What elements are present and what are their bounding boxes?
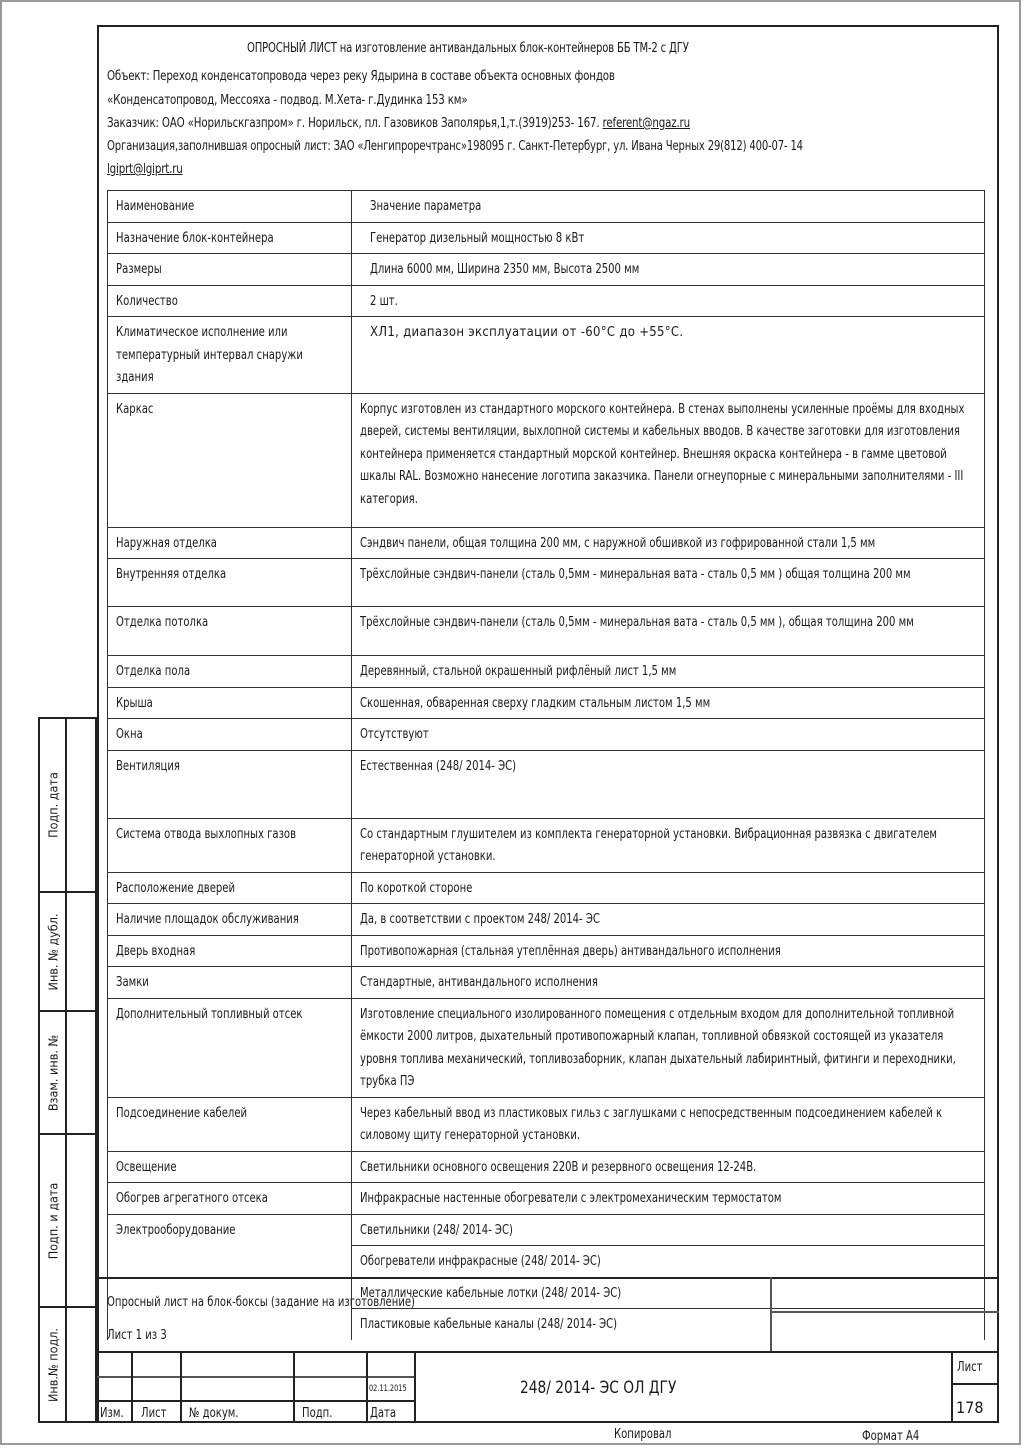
- table-row: [108, 559, 985, 607]
- row-value: ХЛ1, диапазон эксплуатации от -60°С до +55°С.: [370, 325, 684, 340]
- row-name: Электрооборудование: [116, 1222, 236, 1238]
- row-value: Естественная (248/ 2014- ЭС): [360, 758, 517, 774]
- electro-item: Светильники (248/ 2014- ЭС): [360, 1222, 513, 1238]
- row-name: Замки: [116, 975, 149, 990]
- table-row: [108, 872, 985, 904]
- table-row: [108, 254, 985, 286]
- sheet-label: Лист: [957, 1360, 983, 1375]
- col-label-change: Изм.: [100, 1406, 124, 1421]
- table-row: [108, 750, 985, 818]
- row-name: Дополнительный топливный отсек: [116, 1006, 303, 1022]
- row-value: Скошенная, обваренная сверху гладким стальным листом 1,5 мм: [360, 695, 711, 711]
- row-name: Подсоединение кабелей: [116, 1105, 248, 1121]
- row-name: Крыша: [116, 695, 153, 711]
- table-row: [108, 967, 985, 999]
- format-label: Формат А4: [862, 1429, 920, 1444]
- doc-name: Опросный лист на блок-боксы (задание на изготовление): [107, 1295, 415, 1310]
- document-designation: 248/ 2014- ЭС ОЛ ДГУ: [520, 1378, 677, 1398]
- row-value: Длина 6000 мм, Ширина 2350 мм, Высота 2500 мм: [370, 262, 640, 277]
- row-name: Наружная отделка: [116, 535, 217, 551]
- header-value: Значение параметра: [352, 191, 985, 223]
- table-row: [108, 904, 985, 936]
- table-row: [108, 527, 985, 559]
- row-value: Трёхслойные сэндвич-панели (сталь 0,5мм - минеральная вата - сталь 0,5 мм ) общая толщина 200 мм: [360, 567, 911, 582]
- row-name: Обогрев агрегатного отсека: [116, 1191, 268, 1206]
- row-value: Со стандартным глушителем из комплекта генераторной установки. Вибрационная развязка с двигателем генераторной установки.: [360, 826, 937, 864]
- table-row: [108, 719, 985, 751]
- row-value: Через кабельный ввод из пластиковых гильз с заглушками с непосредственным подсоединением кабелей к силовому щиту генераторной установки.: [360, 1105, 943, 1143]
- row-value: Трёхслойные сэндвич-панели (сталь 0,5мм - минеральная вата - сталь 0,5 мм ), общая толщина 200 мм: [360, 615, 914, 630]
- sheet-of: Лист 1 из 3: [107, 1328, 167, 1343]
- electro-item: Обогреватели инфракрасные (248/ 2014- ЭС): [360, 1254, 601, 1269]
- stamp-label: Инв.№ подл.: [45, 1327, 60, 1402]
- stamp-label: Подп. и дата: [45, 1182, 60, 1259]
- row-value: Деревянный, стальной окрашенный рифлёный лист 1,5 мм: [360, 664, 677, 679]
- object-line-1: Объект: Переход конденсатопровода через реку Ядырина в составе объекта основных фондов: [107, 69, 615, 84]
- stamp-sign-date: [38, 717, 97, 893]
- row-name: Количество: [116, 293, 178, 309]
- row-value: 2 шт.: [370, 293, 398, 309]
- row-value: Противопожарная (стальная утеплённая дверь) антивандального исполнения: [360, 943, 781, 959]
- row-value: Светильники основного освещения 220В и резервного освещения 12-24В.: [360, 1159, 757, 1175]
- row-value: Стандартные, антивандального исполнения: [360, 975, 598, 990]
- table-row-electro: [108, 1214, 985, 1246]
- row-name: Расположение дверей: [116, 880, 236, 896]
- col-label-doc-no: № докум.: [189, 1406, 239, 1421]
- table-row: [108, 818, 985, 872]
- header-name: Наименование: [108, 191, 352, 223]
- organization-line: Организация,заполнившая опросный лист: ЗАО «Ленгипроречтранс»198095 г. Санкт-Петербург, ул. Ивана Черных 29(812) 400-07- 14: [107, 139, 803, 154]
- stamp-replaced-inv: [38, 1010, 97, 1135]
- stamp-dup-inv: [38, 891, 97, 1012]
- document-title: ОПРОСНЫЙ ЛИСТ на изготовление антивандальных блок-контейнеров ББ ТМ-2 с ДГУ: [247, 41, 689, 56]
- row-name: Вентиляция: [116, 758, 180, 774]
- electro-item: Металлические кабельные лотки (248/ 2014- ЭС): [360, 1285, 622, 1301]
- table-row: [108, 687, 985, 719]
- stamp-sign-and-date: [38, 1133, 97, 1308]
- row-name: Климатическое исполнение или температурный интервал снаружи здания: [116, 325, 303, 385]
- electro-item: Пластиковые кабельные каналы (248/ 2014- ЭС): [360, 1317, 618, 1332]
- table-row: [108, 393, 985, 527]
- row-value: Генератор дизельный мощностью 8 кВт: [370, 230, 585, 246]
- row-name: Дверь входная: [116, 943, 196, 959]
- customer-line: [107, 116, 690, 131]
- stamp-original-inv: [38, 1306, 97, 1423]
- table-row: [108, 607, 985, 656]
- row-name: Отделка потолка: [116, 615, 209, 630]
- row-name: Освещение: [116, 1159, 177, 1175]
- table-header-row: [108, 191, 985, 223]
- row-name: Наличие площадок обслуживания: [116, 912, 299, 927]
- copied-label: Копировал: [614, 1427, 672, 1442]
- parameters-table: [107, 190, 985, 1340]
- organization-email-link[interactable]: lgiprt@lgiprt.ru: [107, 162, 183, 177]
- table-row: [108, 1097, 985, 1151]
- row-value: По короткой стороне: [360, 880, 473, 896]
- row-value: Изготовление специального изолированного помещения с отдельным входом для дополнительной топливной ёмкости 2000 литров, дыхательный противопожарный клапан, топливной обвязкой состоящей из указателя уровня топлива механический, топливозаборник, клапан дыхательный лабиринтный, фитинги и переходники, трубка ПЭ: [360, 1006, 956, 1089]
- object-line-2: «Конденсатопровод, Мессояха - подвод. М.Хета- г.Дудинка 153 км»: [107, 93, 468, 108]
- title-block-top-border: [97, 1277, 999, 1279]
- stamp-label: Подп. дата: [45, 772, 60, 838]
- row-name: Каркас: [116, 401, 154, 417]
- row-name: Окна: [116, 727, 143, 742]
- col-label-signature: Подп.: [302, 1406, 333, 1421]
- stamp-label: Инв. № дубл.: [45, 913, 60, 990]
- table-row: [108, 317, 985, 394]
- row-name: Отделка пола: [116, 664, 191, 679]
- table-row: [108, 656, 985, 688]
- table-row: [108, 1151, 985, 1183]
- table-row: [108, 998, 985, 1097]
- row-value: Отсутствуют: [360, 727, 429, 742]
- row-value: Сэндвич панели, общая толщина 200 мм, с наружной обшивкой из гофрированной стали 1,5 мм: [360, 535, 876, 551]
- sheet-number: 178: [956, 1398, 984, 1417]
- customer-text: Заказчик: ОАО «Норильскгазпром» г. Норильск, пл. Газовиков Заполярья,1,т.(3919)253- 167.: [107, 116, 603, 131]
- stamp-label: Взам. инв. №: [45, 1034, 60, 1111]
- row-name: Назначение блок-контейнера: [116, 230, 274, 246]
- row-value: Да, в соответствии с проектом 248/ 2014- ЭС: [360, 912, 600, 927]
- table-row: [108, 285, 985, 317]
- table-row: [108, 222, 985, 254]
- row-value: Инфракрасные настенные обогреватели с электромеханическим термостатом: [360, 1191, 782, 1206]
- date-value: 02.11.2015: [369, 1384, 407, 1394]
- customer-email-link[interactable]: referent@ngaz.ru: [602, 116, 690, 131]
- col-label-date: Дата: [370, 1406, 397, 1421]
- row-name: Внутренняя отделка: [116, 567, 227, 582]
- row-name: Размеры: [116, 262, 162, 277]
- col-label-sheet: Лист: [141, 1406, 167, 1421]
- row-name: Система отвода выхлопных газов: [116, 826, 297, 842]
- table-row: [108, 935, 985, 967]
- table-row: [108, 1183, 985, 1215]
- row-value: Корпус изготовлен из стандартного морского контейнера. В стенах выполнены усиленные проёмы для входных дверей, системы вентиляции, выхлопной системы и кабельных вводов. В качестве заготовки для изготовления контейнера применяется стандартный морской контейнер. Внешняя окраска контейнера - в гамме цветовой шкалы RAL. Возможно нанесение логотипа заказчика. Панели огнеупорные с минеральными заполнителями - III категория.: [360, 401, 965, 507]
